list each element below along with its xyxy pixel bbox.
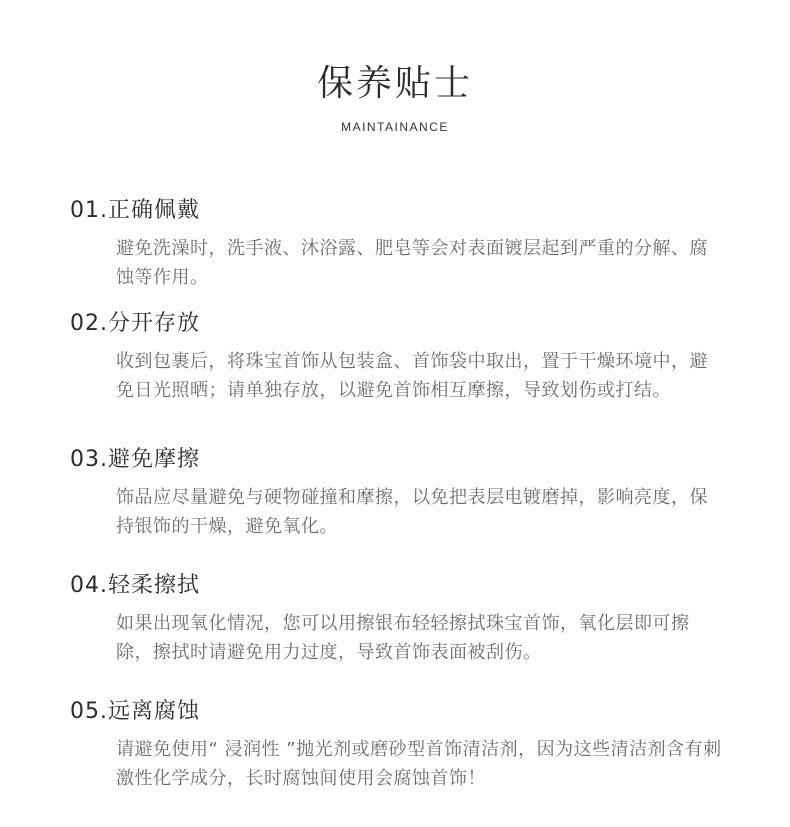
tip-body: 请避免使用“ 浸润性 ”抛光剂或磨砂型首饰清洁剂，因为这些清洁剂含有刺激性化学成分，长时腐蚀间使用会腐蚀首饰！ <box>116 739 722 789</box>
tip-heading: 02.分开存放 <box>70 311 200 336</box>
tip-section <box>70 698 730 793</box>
tip-heading: 04.轻柔擦拭 <box>70 573 200 598</box>
page-title: 保养贴士 <box>316 63 473 104</box>
tip-body: 收到包裹后，将珠宝首饰从包装盒、首饰袋中取出，置于干燥环境中，避免日光照晒；请单独存放，以避免首饰相互摩擦，导致划伤或打结。 <box>116 351 708 401</box>
tip-section <box>70 572 730 667</box>
tip-section <box>70 310 730 405</box>
tip-heading: 05.远离腐蚀 <box>70 699 200 724</box>
tip-body: 饰品应尽量避免与硬物碰撞和摩擦，以免把表层电镀磨掉，影响亮度，保持银饰的干燥，避免氧化。 <box>116 487 708 537</box>
tip-heading: 01.正确佩戴 <box>70 198 200 223</box>
tip-body: 避免洗澡时，洗手液、沐浴露、肥皂等会对表面镀层起到严重的分解、腐蚀等作用。 <box>116 238 708 288</box>
page-subtitle: MAINTAINANCE <box>341 120 449 134</box>
tip-section <box>70 197 730 292</box>
tip-heading: 03.避免摩擦 <box>70 447 200 472</box>
tip-body: 如果出现氧化情况，您可以用擦银布轻轻擦拭珠宝首饰，氧化层即可擦除，擦拭时请避免用力过度，导致首饰表面被刮伤。 <box>116 613 690 663</box>
tip-section <box>70 446 730 541</box>
